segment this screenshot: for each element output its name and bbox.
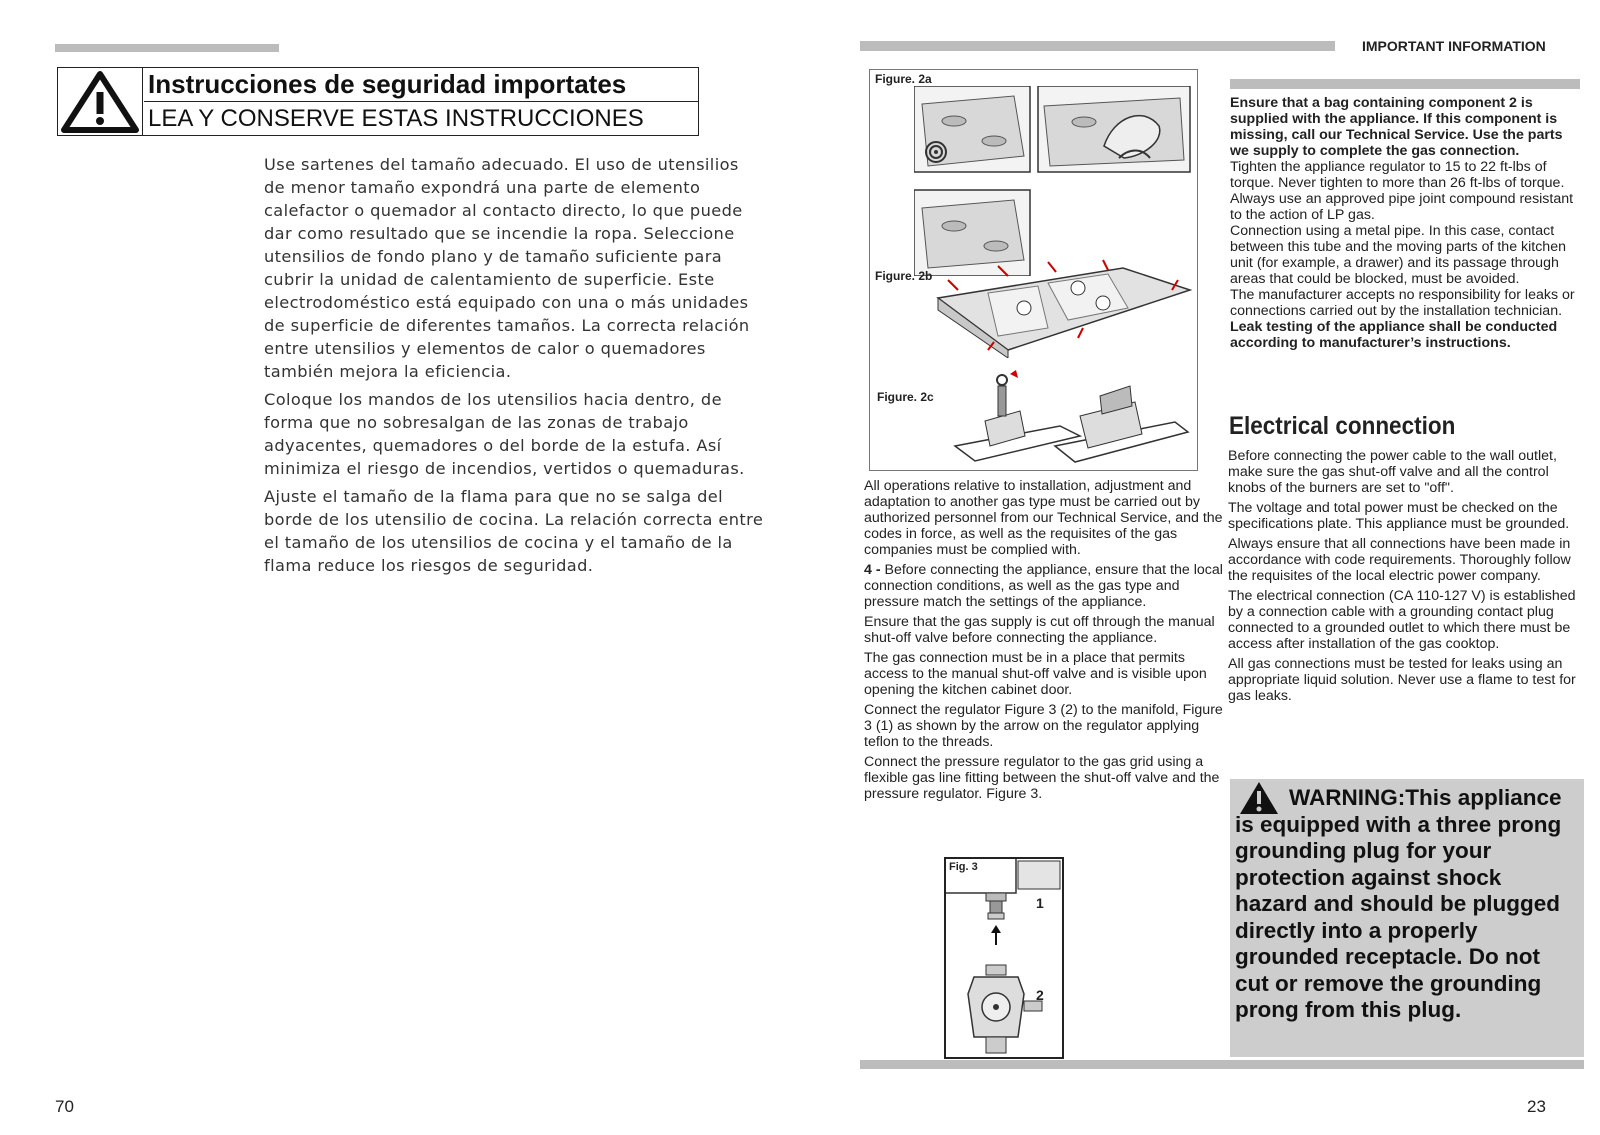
- grounding-warning-text: [1235, 785, 1580, 1024]
- figure-2a-label: Figure. 2a: [875, 72, 932, 86]
- top-rule-left: [55, 44, 279, 52]
- warning-icon: [58, 68, 143, 135]
- page-number-right: 23: [1527, 1097, 1546, 1116]
- es-paragraph-1: Use sartenes del tamaño adecuado. El uso de utensilios de menor tamaño expondrá una parte de elemento calefactor o quemador al contacto directo, lo que puede dar como resultado que se incendie la ropa. Seleccione utensilios de fondo plano y de tamaño suficiente para cubrir la unidad de calentamiento de superficie. Este electrodoméstico está equipado con una o más unidades de superficie de diferentes tamaños. La correcta relación entre utensilios y elementos de calor o quemadores también mejora la eficiencia.: [264, 155, 750, 381]
- figure-3-label: Fig. 3: [949, 861, 978, 873]
- manufacturer-para: The manufacturer accepts no responsibility for leaks or connections carried out by the installation technician.: [1230, 287, 1575, 319]
- grounding-warning-panel: [1230, 779, 1584, 1057]
- elec-para-4: The electrical connection (CA 110-127 V) is established by a connection cable with a grounding contact plug connected to a grounded outlet to which there must be access after installation of the gas cooktop.: [1228, 588, 1576, 652]
- grounding-warning-body: WARNING:This appliance is equipped with a three prong grounding plug for your protection against shock hazard and should be plugged directly into a properly grounded receptacle. Do not cut or remove the grounding prong from this plug.: [1235, 785, 1562, 1022]
- right-column-rule: [1230, 79, 1580, 89]
- spanish-instructions: [264, 153, 764, 582]
- safety-title-box: [57, 67, 699, 136]
- figure-3-frame: [944, 857, 1064, 1059]
- install-para-4: The gas connection must be in a place that permits access to the manual shut-off valve and is visible upon opening the kitchen cabinet door.: [864, 650, 1207, 698]
- leak-test-notice: Leak testing of the appliance shall be conducted according to manufacturer’s instructions.: [1230, 319, 1558, 351]
- safety-title: Instrucciones de seguridad importates: [144, 68, 698, 102]
- elec-para-2: The voltage and total power must be checked on the specifications plate. This appliance must be grounded.: [1228, 500, 1570, 532]
- top-rule-right: [860, 41, 1335, 51]
- elec-para-3: Always ensure that all connections have been made in accordance with code requirements. Thoroughly follow the requisites of the local electric power company.: [1228, 536, 1571, 584]
- install-para-6: Connect the pressure regulator to the gas grid using a flexible gas line fitting between the shut-off valve and the pressure regulator. Figure 3.: [864, 754, 1220, 802]
- figure-3-callout-1: 1: [1036, 895, 1044, 911]
- component-notice: Ensure that a bag containing component 2 is supplied with the appliance. If this component is missing, call our Technical Service. Use the parts we supply to complete the gas connection.: [1230, 95, 1563, 159]
- install-para-2-text: Before connecting the appliance, ensure that the local connection conditions, as well as the gas type and pressure match the settings of the appliance.: [864, 562, 1223, 610]
- figure-2b-illustration: [928, 258, 1193, 358]
- bottom-rule-right: [860, 1060, 1584, 1069]
- elec-para-5: All gas connections must be tested for leaks using an appropriate liquid solution. Never use a flame to test for gas leaks.: [1228, 656, 1576, 704]
- installation-text: [864, 478, 1224, 806]
- section-header: IMPORTANT INFORMATION: [1362, 38, 1546, 54]
- figure-2a-illustration: [914, 86, 1192, 276]
- install-para-5: Connect the regulator Figure 3 (2) to the manifold, Figure 3 (1) as shown by the arrow on the regulator applying teflon to the threads.: [864, 702, 1223, 750]
- install-para-3: Ensure that the gas supply is cut off through the manual shut-off valve before connecting the appliance.: [864, 614, 1215, 646]
- figure-3-callout-2: 2: [1036, 987, 1044, 1003]
- figure-3-illustration: [946, 859, 1062, 1057]
- install-para-2: [864, 562, 1224, 610]
- elec-para-1: Before connecting the power cable to the wall outlet, make sure the gas shut-off valve and all the control knobs of the burners are set to "off".: [1228, 448, 1557, 496]
- page-number-left: 70: [55, 1097, 74, 1116]
- safety-subtitle: LEA Y CONSERVE ESTAS INSTRUCCIONES: [148, 105, 644, 132]
- figure-2c-label: Figure. 2c: [877, 390, 934, 404]
- torque-para: Tighten the appliance regulator to 15 to 22 ft-lbs of torque. Never tighten to more than 26 ft-lbs of torque. Always use an approved pipe joint compound resistant to the action of LP gas.: [1230, 159, 1574, 223]
- metal-pipe-para: Connection using a metal pipe. In this case, contact between this tube and the moving parts of the kitchen unit (for example, a drawer) and its passage through areas that could be blocked, must be avoided.: [1230, 223, 1566, 287]
- figure-2-frame: [869, 69, 1198, 471]
- install-para-1: All operations relative to installation, adjustment and adaptation to another gas type must be carried out by authorized personnel from our Technical Service, and the codes in force, as well as the requisites of the gas companies must be complied with.: [864, 478, 1223, 558]
- step-number: 4 -: [864, 562, 881, 578]
- es-paragraph-3: Ajuste el tamaño de la flama para que no se salga del borde de los utensilio de cocina. La relación correcta entre el tamaño de los utensilios de cocina y el tamaño de la flama reduce los riesgos de seguridad.: [264, 487, 764, 575]
- electrical-text: [1228, 448, 1584, 708]
- figure-2c-illustration: [950, 366, 1190, 468]
- electrical-connection-heading: Electrical connection: [1229, 412, 1456, 440]
- figure-2b-label: Figure. 2b: [875, 269, 933, 283]
- es-paragraph-2: Coloque los mandos de los utensilios hacia dentro, de forma que no sobresalgan de las zonas de trabajo adyacentes, quemadores o del borde de la estufa. Así minimiza el riesgo de incendios, vertidos o quemaduras.: [264, 390, 745, 478]
- gas-connection-text: [1230, 95, 1582, 351]
